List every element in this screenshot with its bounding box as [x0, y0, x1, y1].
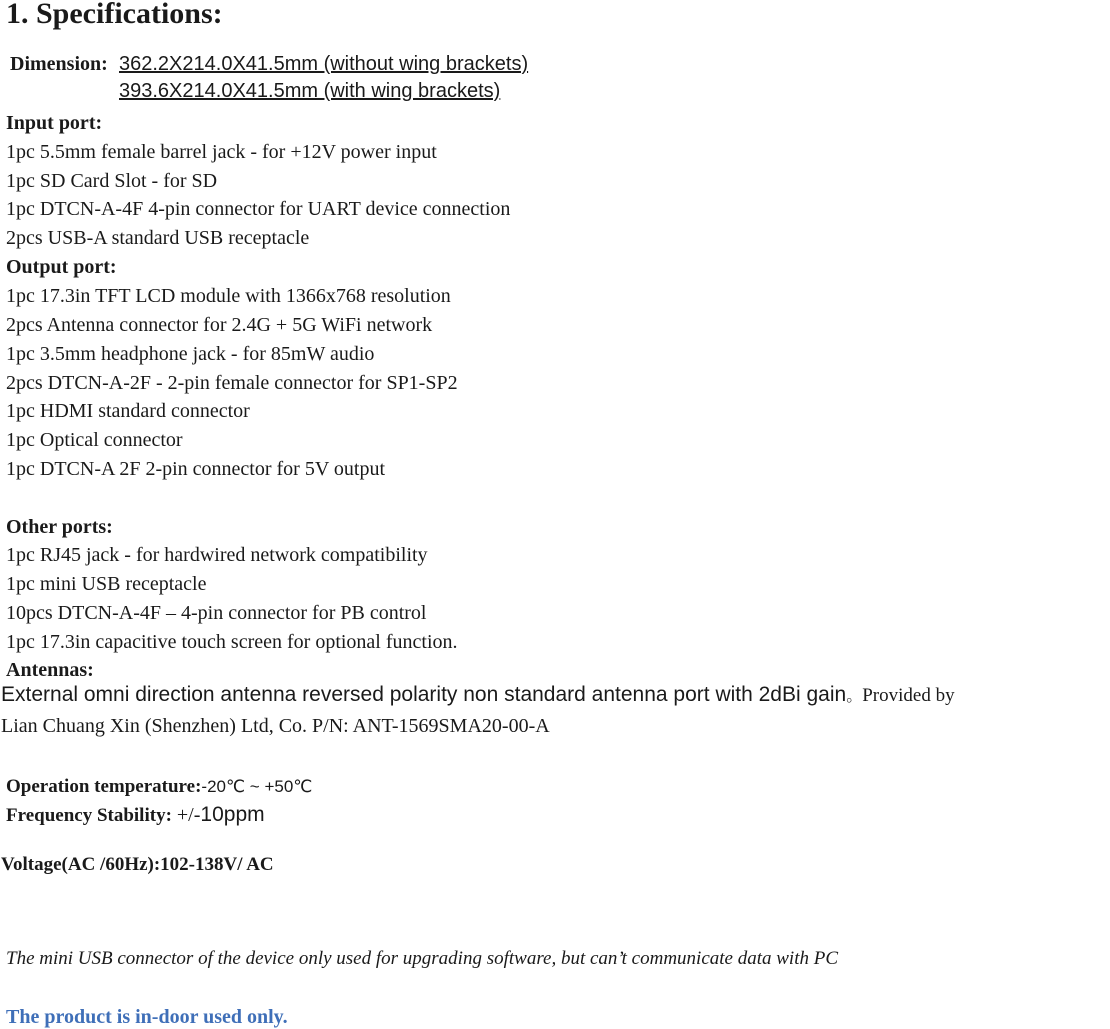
- operation-temperature-label: Operation temperature:: [6, 776, 202, 797]
- dimension-with-brackets: 393.6X214.0X41.5mm (with wing brackets): [119, 80, 501, 102]
- antennas-title: Antennas:: [6, 659, 94, 681]
- list-item: 1pc Optical connector: [6, 429, 183, 451]
- list-item: 1pc HDMI standard connector: [6, 400, 250, 422]
- list-item: 1pc 5.5mm female barrel jack - for +12V power input: [6, 141, 437, 163]
- frequency-stability-label: Frequency Stability:: [6, 805, 172, 826]
- list-item: 1pc SD Card Slot - for SD: [6, 170, 218, 192]
- operation-temperature: [6, 774, 312, 799]
- antenna-description: [1, 683, 955, 709]
- list-item: 1pc mini USB receptacle: [6, 573, 207, 595]
- page-title: 1. Specifications:: [6, 0, 223, 30]
- list-item: 10pcs DTCN-A-4F – 4-pin connector for PB control: [6, 602, 427, 624]
- list-item: 2pcs USB-A standard USB receptacle: [6, 227, 310, 249]
- list-item: 2pcs DTCN-A-2F - 2-pin female connector for SP1-SP2: [6, 372, 458, 394]
- voltage-spec: Voltage(AC /60Hz):102-138V/ AC: [1, 854, 274, 875]
- output-port-title: Output port:: [6, 256, 117, 278]
- list-item: 1pc RJ45 jack - for hardwired network compatibility: [6, 544, 428, 566]
- dimension-without-brackets: 362.2X214.0X41.5mm (without wing brackets): [119, 53, 529, 75]
- list-item: 1pc DTCN-A-4F 4-pin connector for UART device connection: [6, 198, 511, 220]
- antenna-separator: 。: [846, 688, 863, 705]
- other-ports-title: Other ports:: [6, 516, 113, 538]
- frequency-stability: [6, 803, 265, 828]
- list-item: 1pc DTCN-A 2F 2-pin connector for 5V output: [6, 458, 386, 480]
- frequency-stability-value: 10ppm: [200, 803, 265, 826]
- antenna-provider-prefix: Provided by: [862, 685, 955, 706]
- antenna-description-text: External omni direction antenna reversed polarity non standard antenna port with 2dBi gain: [1, 683, 847, 706]
- operation-temperature-value: -20℃ ~ +50℃: [201, 777, 313, 796]
- dimension-label: Dimension:: [10, 53, 108, 75]
- indoor-note: The product is in-door used only.: [6, 1006, 288, 1028]
- input-port-title: Input port:: [6, 112, 103, 134]
- list-item: 2pcs Antenna connector for 2.4G + 5G WiFi network: [6, 314, 433, 336]
- list-item: 1pc 17.3in TFT LCD module with 1366x768 resolution: [6, 285, 451, 307]
- list-item: 1pc 17.3in capacitive touch screen for optional function.: [6, 631, 458, 653]
- frequency-stability-prefix: +/-: [176, 804, 201, 826]
- usb-note: The mini USB connector of the device only used for upgrading software, but can’t communicate data with PC: [6, 948, 839, 969]
- antenna-part-number: Lian Chuang Xin (Shenzhen) Ltd, Co. P/N: ANT-1569SMA20-00-A: [1, 715, 550, 737]
- list-item: 1pc 3.5mm headphone jack - for 85mW audio: [6, 343, 375, 365]
